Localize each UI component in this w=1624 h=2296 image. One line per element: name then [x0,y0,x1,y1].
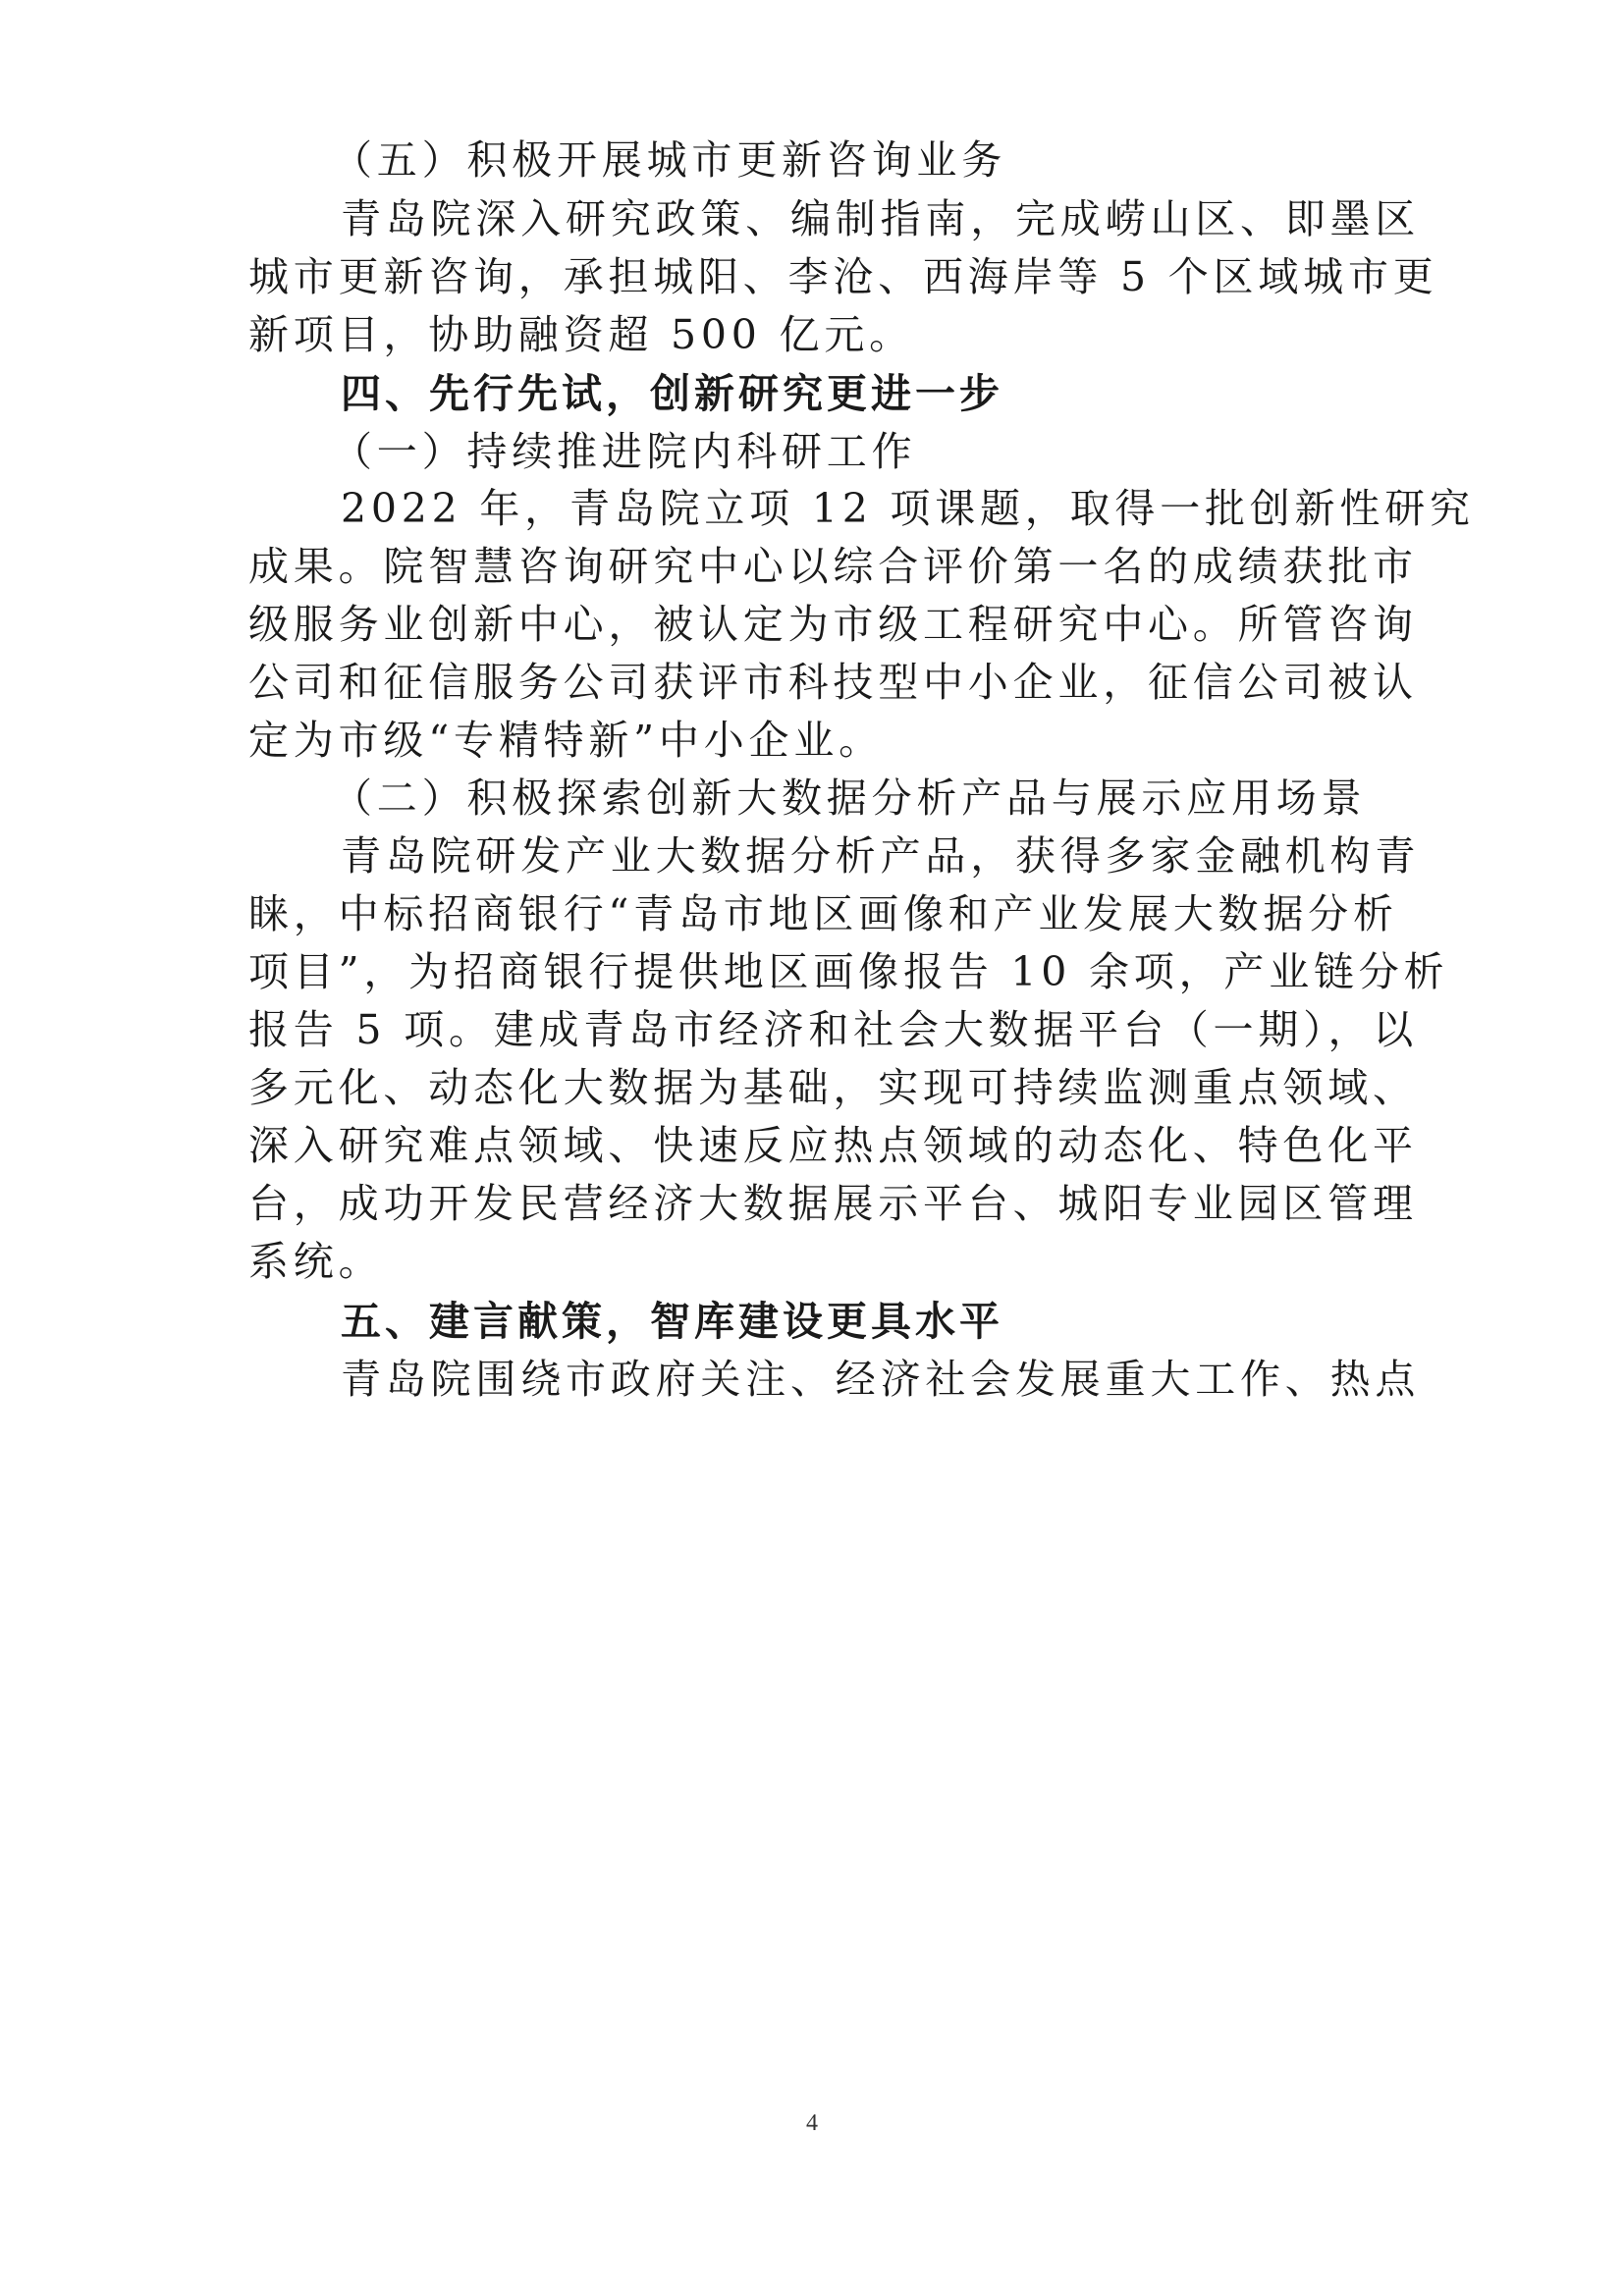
subsection-heading-5: （五）积极开展城市更新咨询业务 [332,136,1006,184]
paragraph-line: 深入研究难点领域、快速反应热点领域的动态化、特色化平 [248,1122,1418,1169]
paragraph-line: 成果。院智慧咨询研究中心以综合评价第一名的成绩获批市 [248,543,1418,590]
paragraph-line: 新项目，协助融资超 500 亿元。 [248,311,914,358]
subsection-heading-2: （二）积极探索创新大数据分析产品与展示应用场景 [332,774,1367,822]
paragraph-line: 项目”，为招商银行提供地区画像报告 10 余项，产业链分析 [248,948,1449,995]
paragraph-line: 台，成功开发民营经济大数据展示平台、城阳专业园区管理 [248,1180,1418,1227]
paragraph-line: 2022 年，青岛院立项 12 项课题，取得一批创新性研究 [341,485,1475,532]
paragraph-line: 公司和征信服务公司获评市科技型中小企业，征信公司被认 [248,659,1418,706]
paragraph-line: 青岛院深入研究政策、编制指南，完成崂山区、即墨区 [341,195,1421,242]
paragraph-line: 级服务业创新中心，被认定为市级工程研究中心。所管咨询 [248,601,1418,648]
section-heading-4: 四、先行先试，创新研究更进一步 [341,370,1003,417]
section-heading-5: 五、建言献策，智库建设更具水平 [341,1298,1003,1345]
subsection-heading-1: （一）持续推进院内科研工作 [332,428,917,475]
paragraph-line: 系统。 [248,1238,384,1285]
paragraph-line: 青岛院研发产业大数据分析产品，获得多家金融机构青 [341,832,1421,880]
paragraph-line: 定为市级“专精特新”中小企业。 [248,717,884,764]
paragraph-line: 睐，中标招商银行“青岛市地区画像和产业发展大数据分析 [248,890,1398,937]
paragraph-line: 报告 5 项。建成青岛市经济和社会大数据平台（一期），以 [248,1006,1419,1053]
paragraph-line: 青岛院围绕市政府关注、经济社会发展重大工作、热点 [341,1356,1421,1403]
paragraph-line: 多元化、动态化大数据为基础，实现可持续监测重点领域、 [248,1064,1418,1111]
paragraph-line: 城市更新咨询，承担城阳、李沧、西海岸等 5 个区域城市更 [248,253,1438,300]
page-number: 4 [806,2110,818,2136]
